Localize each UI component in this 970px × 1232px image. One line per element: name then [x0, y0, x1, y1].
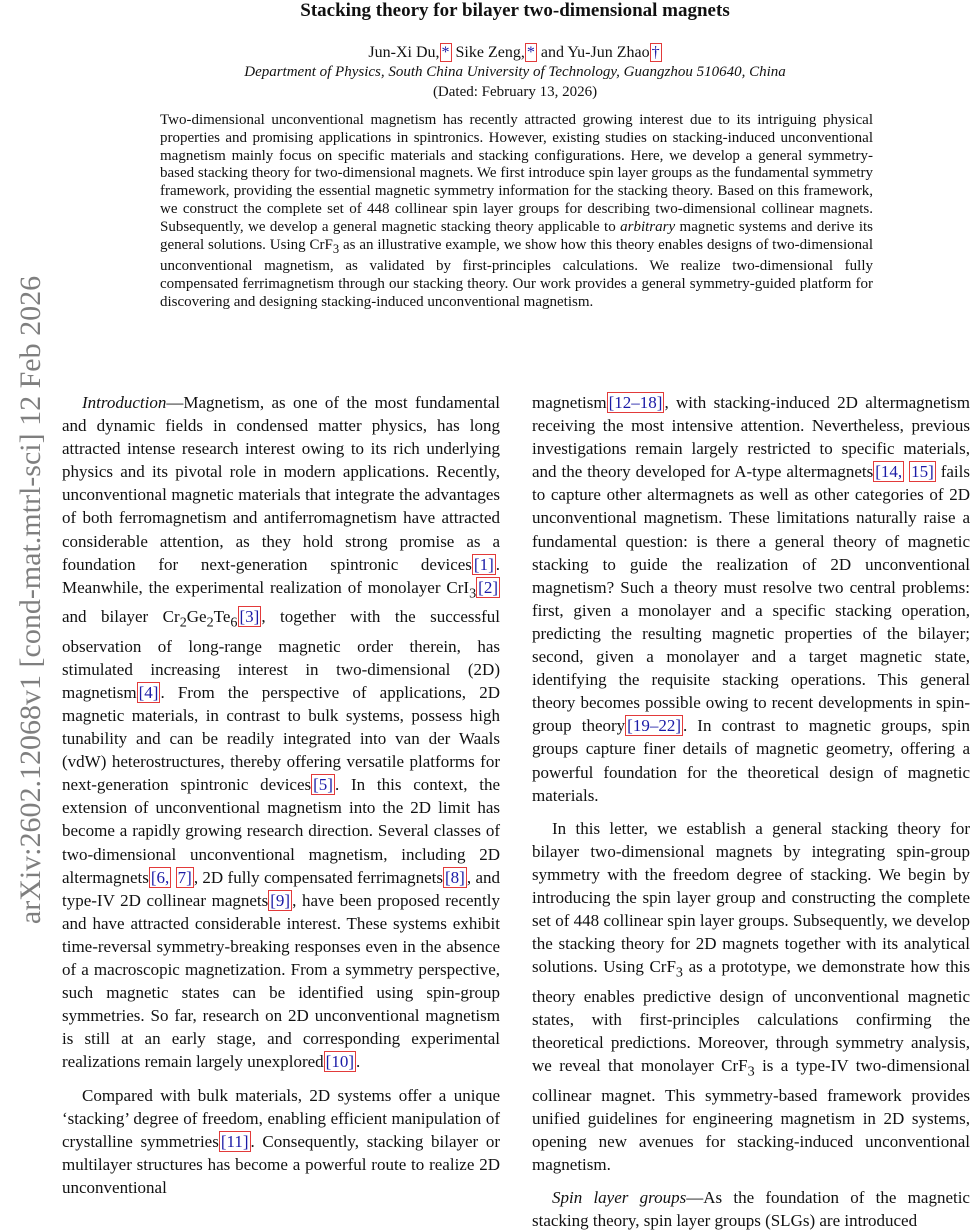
- body-text: fails to capture other altermagnets as well as other categories of 2D unconventional magnetism. These limitations naturally raise a fundamental question: is there a general theory of magnetic stacking to guide the realization of 2D unconventional magnetism? Such a theory must resolve two central problems: first, given a monolayer and a specific stacking operation, predicting the resulting magnetic properties of the bilayer; second, given a monolayer and a target magnetic state, identifying the requisite stacking operations. This general theory becomes possible owing to recent developments in spin-group theory: [532, 462, 970, 736]
- citation-link[interactable]: [2]: [478, 577, 498, 597]
- subscript: 3: [469, 585, 477, 602]
- subscript: 3: [747, 1063, 755, 1080]
- abstract-emphasis: arbitrary: [620, 218, 676, 235]
- body-text: as a prototype, we demonstrate how this theory enables predictive design of unconventional magnetic states, with first-principles calculations confirming the theoretical predictions. Moreover, through symmetry analysis, we reveal that monolayer CrF: [532, 957, 970, 1076]
- subscript: 2: [179, 614, 187, 631]
- author-name: Sike Zeng,: [455, 44, 525, 61]
- author-list: [0, 44, 970, 62]
- citation-link[interactable]: 7]: [177, 867, 192, 887]
- body-text: Ge: [186, 607, 207, 627]
- citation-link[interactable]: [14,: [875, 462, 903, 482]
- subscript: 3: [332, 241, 340, 256]
- citation-link[interactable]: [11]: [220, 1131, 249, 1151]
- abstract: [160, 112, 873, 312]
- body-text: . In this context, the extension of unconventional magnetism into the 2D limit has become a rapidly growing research direction. Several classes of two-dimensional unconventional magnetism, including 2D altermagnets: [62, 775, 500, 887]
- subscript: 6: [230, 614, 238, 631]
- subscript: 2: [206, 614, 214, 631]
- citation-link[interactable]: [8]: [445, 867, 465, 887]
- body-text: —As the foundation of the magnetic stacking theory, spin layer groups (SLGs) are introduced: [532, 1187, 970, 1230]
- intro-paragraph: [62, 391, 500, 1074]
- body-text: , with stacking-induced 2D altermagnetism receiving the most intensive attention. Nevertheless, previous investigations remain largely restricted to specific materials, and the theory developed for A-type altermagnets: [532, 393, 970, 482]
- subscript: 3: [675, 964, 683, 981]
- left-column: [62, 391, 500, 1199]
- citation-link[interactable]: [4]: [138, 682, 159, 702]
- author-name: Jun-Xi Du,: [368, 44, 440, 61]
- citation-link[interactable]: [6,: [150, 867, 170, 887]
- abstract-text: Two-dimensional unconventional magnetism has recently attracted growing interest due to its intriguing physical properties and promising applications in spintronics. However, existing studies on stacking-induced unconventional magnetism mainly focus on specific materials and stacking configurations. Here, we develop a general symmetry-based stacking theory for two-dimensional magnets. We first introduce spin layer groups as the fundamental symmetry framework, providing the essential magnetic symmetry information for the stacking theory. Based on this framework, we construct the complete set of 448 collinear spin layer groups for describing two-dimensional collinear magnets. Subsequently, we develop a general magnetic stacking theory applicable to: [160, 112, 873, 235]
- body-text: magnetism: [532, 393, 607, 412]
- citation-link[interactable]: [19–22]: [627, 716, 681, 736]
- body-text: , have been proposed recently and have attracted considerable interest. These systems exhibit time-reversal symmetry-breaking responses even in the absence of a macroscopic magnetization. From a symmetry perspective, such magnetic states can be identified using spin-group symmetries. So far, research on 2D unconventional magnetism is still at an early stage, and corresponding experimental realizations remain largely unexplored: [62, 890, 500, 1072]
- affiliation: Department of Physics, South China University of Technology, Guangzhou 510640, China: [244, 64, 786, 80]
- author-footnote-link[interactable]: *: [441, 44, 450, 61]
- body-text: Compared with bulk materials, 2D systems offer a unique ‘stacking’ degree of freedom, enabling efficient manipulation of crystalline symmetries: [62, 1085, 500, 1151]
- paper-title: Stacking theory for bilayer two-dimensional magnets: [300, 0, 730, 21]
- body-text: . From the perspective of applications, 2D magnetic materials, in contrast to bulk systems, possess high tunability and can be readily integrated into van der Waals (vdW) heterostructures, thereby offering versatile platforms for next-generation spintronic devices: [62, 682, 500, 795]
- author-name: and Yu-Jun Zhao: [540, 44, 650, 61]
- body-text: , and type-IV 2D collinear magnets: [62, 867, 500, 910]
- date-line: (Dated: February 13, 2026): [432, 84, 598, 100]
- body-text: .: [356, 1052, 361, 1072]
- body-text: , 2D fully compensated ferrimagnets: [193, 867, 444, 887]
- citation-link[interactable]: 15]: [911, 462, 934, 482]
- body-paragraph: [532, 817, 970, 1176]
- body-paragraph: [532, 1186, 970, 1232]
- citation-link[interactable]: [1]: [473, 554, 494, 574]
- body-paragraph: [62, 1084, 500, 1199]
- citation-link[interactable]: [3]: [239, 607, 260, 627]
- body-text: . In contrast to magnetic groups, spin groups capture finer details of magnetic geometry, offering a powerful foundation for the theoretical design of magnetic materials.: [532, 716, 970, 805]
- body-text: , together with the successful observation of long-range magnetic order therein, has stimulated increasing interest in two-dimensional (2D) magnetism: [62, 607, 501, 702]
- abstract-text: as an illustrative example, we show how this theory enables designs of two-dimensional unconventional magnetism, as validated by first-principles calculations. We realize two-dimensional fully compensated ferrimagnetism through our stacking theory. Our work provides a general symmetry-guided platform for discovering and designing stacking-induced unconventional magnetism.: [160, 236, 873, 310]
- citation-link[interactable]: [9]: [270, 890, 291, 910]
- author-footnote-link[interactable]: *: [526, 44, 535, 61]
- body-text: . Meanwhile, the experimental realization of monolayer CrI: [62, 554, 500, 597]
- citation-link[interactable]: [5]: [313, 775, 333, 795]
- citation-link[interactable]: [10]: [325, 1052, 354, 1072]
- right-column: [532, 391, 970, 1232]
- body-text: is a type-IV two-dimensional collinear magnet. This symmetry-based framework provides unified guidelines for engineering magnetism in 2D systems, opening new avenues for stacking-induced unconventional magnetism.: [532, 1056, 970, 1174]
- body-paragraph: [532, 391, 970, 807]
- body-text: In this letter, we establish a general stacking theory for bilayer two-dimensional magnets by integrating spin-group symmetry with the freedom degree of stacking. We begin by introducing the spin layer group and constructing the complete set of 448 collinear spin layer groups. Subsequently, we develop the stacking theory for 2D magnets together with its analytical solutions. Using CrF: [532, 818, 970, 977]
- section-lead-introduction: Introduction: [82, 393, 167, 412]
- body-text: . Consequently, stacking bilayer or multilayer structures has become a powerful route to realize 2D unconventional: [62, 1131, 500, 1197]
- abstract-text: magnetic systems and derive its general solutions. Using CrF: [160, 218, 873, 253]
- author-footnote-link[interactable]: †: [651, 44, 660, 61]
- body-text: and bilayer Cr: [62, 607, 180, 627]
- citation-link[interactable]: [12–18]: [608, 393, 663, 412]
- body-text: Te: [213, 607, 231, 627]
- section-lead-spin-layer-groups: Spin layer groups: [552, 1187, 687, 1207]
- body-text: —Magnetism, as one of the most fundamental and dynamic fields in condensed matter physics, has long attracted intense research interest owing to its rich underlying physics and its pivotal role in modern applications. Recently, unconventional magnetic materials that integrate the advantages of both ferromagnetism and antiferromagnetism have attracted considerable attention, as they hold strong promise as a foundation for next-generation spintronic devices: [62, 393, 500, 574]
- arxiv-sidebar-stamp: arXiv:2602.12068v1 [cond-mat.mtrl-sci] 12 Feb 2026: [14, 275, 47, 925]
